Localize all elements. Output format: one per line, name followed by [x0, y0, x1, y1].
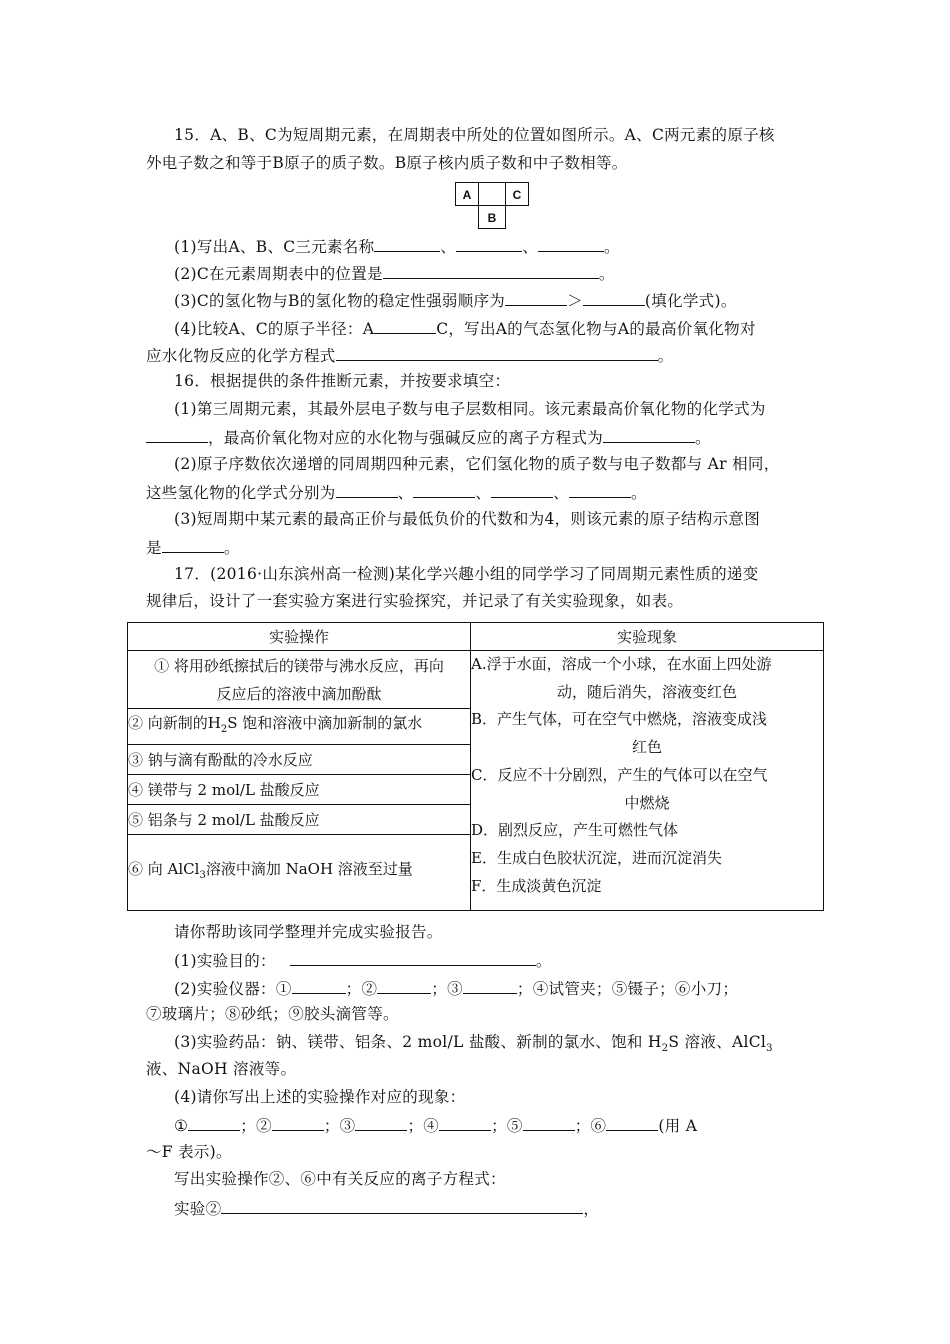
q17-p1-text: (1)实验目的： [174, 952, 276, 970]
period: 。 [657, 347, 674, 365]
answer-blank[interactable] [603, 426, 695, 443]
semicolon: ； [345, 980, 362, 998]
circle-1: ① [174, 1117, 189, 1135]
q17-p3-sub2: 2 [661, 1043, 669, 1055]
q17-p2-text: (2)实验仪器：① [174, 980, 292, 998]
sep: 、 [440, 238, 457, 256]
op-5: ⑤ 铝条与 2 mol/L 盐酸反应 [128, 805, 471, 835]
circle-3: ③ [447, 980, 463, 998]
q17-p3-pre: (3)实验药品：钠、镁带、铝条、2 mol/L 盐酸、新制的氯水、饱和 H [174, 1033, 662, 1051]
op6-post: 溶液中滴加 NaOH 溶液至过量 [205, 860, 413, 878]
cell-c: C [505, 182, 529, 206]
semicolon: ； [407, 1117, 424, 1135]
phen-a-line2: 动，随后消失，溶液变红色 [556, 682, 737, 701]
phen-a-line1: A.浮于水面，溶成一个小球，在水面上四处游 [471, 655, 772, 673]
answer-blank[interactable] [377, 977, 431, 994]
circle-4: ④ [423, 1117, 440, 1135]
q15-stem-line2: 外电子数之和等于B原子的质子数。B原子核内质子数和中子数相等。 [146, 154, 628, 172]
header-phenomena: 实验现象 [471, 623, 824, 651]
answer-blank[interactable] [491, 481, 553, 498]
phen-b-line1: B．产生气体，可在空气中燃烧，溶液变成浅 [471, 710, 768, 729]
answer-blank[interactable] [569, 481, 631, 498]
answer-blank[interactable] [146, 426, 208, 443]
answer-blank[interactable] [413, 481, 475, 498]
semicolon: ； [323, 1117, 340, 1135]
q17-part2 [174, 977, 738, 999]
answer-blank[interactable] [374, 317, 436, 334]
q17-part4-line2 [174, 1114, 697, 1136]
op2-post: S 饱和溶液中滴加新制的氯水 [227, 714, 423, 732]
circle-5: ⑤ [506, 1117, 523, 1135]
q15-part4 [174, 317, 756, 339]
period: 。 [631, 484, 647, 502]
answer-blank[interactable] [290, 949, 536, 966]
answer-blank[interactable] [439, 1114, 491, 1131]
answer-blank[interactable] [505, 289, 567, 306]
sep: 、 [475, 484, 492, 502]
answer-blank[interactable] [583, 289, 645, 306]
answer-blank[interactable] [221, 1197, 583, 1214]
phen-c-line2: 中燃烧 [624, 793, 670, 812]
answer-blank[interactable] [336, 344, 658, 361]
q16-part2-line2 [146, 481, 647, 503]
q16-part2-line1: (2)原子序数依次递增的同周期四种元素，它们氢化物的质子数与电子数都与 Ar 相同， [174, 455, 780, 473]
circle-3: ③ [339, 1117, 356, 1135]
q17-part4-line1: (4)请你写出上述的实验操作对应的现象： [174, 1088, 466, 1106]
sep: 、 [397, 484, 414, 502]
q17-part2-line2: ⑦玻璃片；⑧砂纸；⑨胶头滴管等。 [146, 1005, 399, 1023]
circle-6: ⑥ [590, 1117, 607, 1135]
q17-p3-mid: S 溶液、AlCl [668, 1033, 767, 1051]
op6-pre: ⑥ 向 AlCl [128, 860, 200, 878]
greater-than: ＞ [567, 292, 583, 310]
q17-stem-line2: 规律后，设计了一套实验方案进行实验探究，并记录了有关实验现象，如表。 [146, 592, 684, 610]
header-operations: 实验操作 [128, 623, 471, 651]
phen-b-line2: 红色 [631, 738, 662, 757]
q17-stem-line1: 17．(2016·山东滨州高一检测)某化学兴趣小组的同学学习了同周期元素性质的递变 [174, 565, 759, 583]
table-header-row [128, 623, 824, 651]
q15-stem-line1: 15．A、B、C为短周期元素，在周期表中所处的位置如图所示。A、C两元素的原子核 [174, 126, 775, 144]
q15-part2 [174, 262, 615, 284]
answer-blank[interactable] [606, 1114, 658, 1131]
circle-2: ② [256, 1117, 272, 1135]
answer-blank[interactable] [374, 235, 440, 252]
circle-2: ② [361, 980, 378, 998]
q17-exp2-text: 实验② [174, 1200, 222, 1218]
answer-blank[interactable] [336, 481, 398, 498]
cell-b: B [478, 205, 506, 229]
period: 。 [598, 265, 615, 283]
q15-p3-post: (填化学式)。 [644, 292, 737, 310]
period: 。 [604, 238, 620, 256]
q15-p2-text: (2)C在元素周期表中的位置是 [174, 265, 383, 283]
semicolon: ； [491, 1117, 507, 1135]
answer-blank[interactable] [383, 262, 599, 279]
q17-p3-sub3: 3 [766, 1043, 773, 1055]
experiment-table [127, 622, 824, 911]
answer-blank[interactable] [538, 235, 604, 252]
q17-p4-tail: (用 A [658, 1117, 698, 1135]
op-3: ③ 钠与滴有酚酞的冷水反应 [128, 745, 471, 775]
cell-a: A [455, 182, 479, 206]
q15-p3-text: (3)C的氢化物与B的氢化物的稳定性强弱顺序为 [174, 292, 506, 310]
q17-part4-line3: ～F 表示)。 [146, 1143, 232, 1161]
op2-h: H [207, 714, 221, 732]
q17-part1 [174, 949, 552, 971]
period: 。 [535, 952, 552, 970]
q15-p4-mid: C，写出A的气态氢化物与A的最高价氧化物对 [436, 320, 756, 338]
answer-blank[interactable] [162, 536, 224, 553]
q16-part3-line2 [146, 536, 240, 558]
sep: 、 [522, 238, 539, 256]
answer-blank[interactable] [292, 977, 346, 994]
phenomena-cell [471, 651, 824, 911]
phen-e: E．生成白色胶状沉淀，进而沉淀消失 [471, 848, 722, 867]
q17-ions: 写出实验操作②、⑥中有关反应的离子方程式： [174, 1170, 506, 1188]
q15-p4-l2-text: 应水化物反应的化学方程式 [146, 347, 336, 365]
op-2 [128, 709, 471, 745]
semicolon: ； [240, 1117, 257, 1135]
op6-sub: 3 [199, 870, 206, 881]
q16-stem: 16．根据提供的条件推断元素，并按要求填空： [174, 372, 511, 390]
semicolon: ； [574, 1117, 591, 1135]
q17-part3-line2: 液、NaOH 溶液等。 [146, 1060, 297, 1078]
op1-line1: ① 将用砂纸擦拭后的镁带与沸水反应，再向 [154, 656, 444, 675]
q17-part3-line1 [174, 1032, 773, 1059]
op1-line2: 反应后的溶液中滴加酚酞 [216, 684, 382, 703]
cell-gap [478, 182, 506, 206]
q17-p2-tail: ④试管夹；⑤镊子；⑥小刀； [532, 980, 739, 998]
semicolon: ； [431, 980, 448, 998]
phen-d: D．剧烈反应，产生可燃性气体 [471, 821, 679, 840]
phen-f: F．生成淡黄色沉淀 [471, 876, 602, 895]
period: 。 [223, 539, 240, 557]
q15-p1-text: (1)写出A、B、C三元素名称 [174, 238, 375, 256]
q15-part3 [174, 289, 737, 311]
q17-help: 请你帮助该同学整理并完成实验报告。 [174, 923, 443, 941]
q17-exp2 [174, 1197, 599, 1219]
q15-part4-line2 [146, 344, 673, 366]
table-row [128, 651, 824, 709]
op2-pre: ② 向新制的 [128, 714, 208, 732]
answer-blank[interactable] [355, 1114, 407, 1131]
q16-p1-mid: ，最高价氧化物对应的水化物与强碱反应的离子方程式为 [208, 429, 604, 447]
answer-blank[interactable] [188, 1114, 240, 1131]
q15-part1 [174, 235, 620, 257]
op-4: ④ 镁带与 2 mol/L 盐酸反应 [128, 775, 471, 805]
q16-p2-text: 这些氢化物的化学式分别为 [146, 484, 336, 502]
q15-p4-text: (4)比较A、C的原子半径：A [174, 320, 375, 338]
answer-blank[interactable] [456, 235, 522, 252]
answer-blank[interactable] [523, 1114, 575, 1131]
answer-blank[interactable] [463, 977, 517, 994]
op-1 [128, 651, 471, 709]
sep: 、 [553, 484, 570, 502]
q16-p3-text: 是 [146, 539, 162, 557]
semicolon: ； [516, 980, 533, 998]
q16-part1-line2 [146, 426, 711, 448]
op2-sub: 2 [220, 724, 228, 735]
period: 。 [695, 429, 711, 447]
phen-c-line1: C．反应不十分剧烈，产生的气体可以在空气 [471, 765, 768, 784]
answer-blank[interactable] [272, 1114, 324, 1131]
q16-part1-line1: (1)第三周期元素，其最外层电子数与电子层数相同。该元素最高价氧化物的化学式为 [174, 400, 766, 418]
comma: ， [583, 1200, 600, 1218]
op-6 [128, 835, 471, 911]
q16-part3-line1: (3)短周期中某元素的最高正价与最低负价的代数和为4，则该元素的原子结构示意图 [174, 510, 761, 528]
